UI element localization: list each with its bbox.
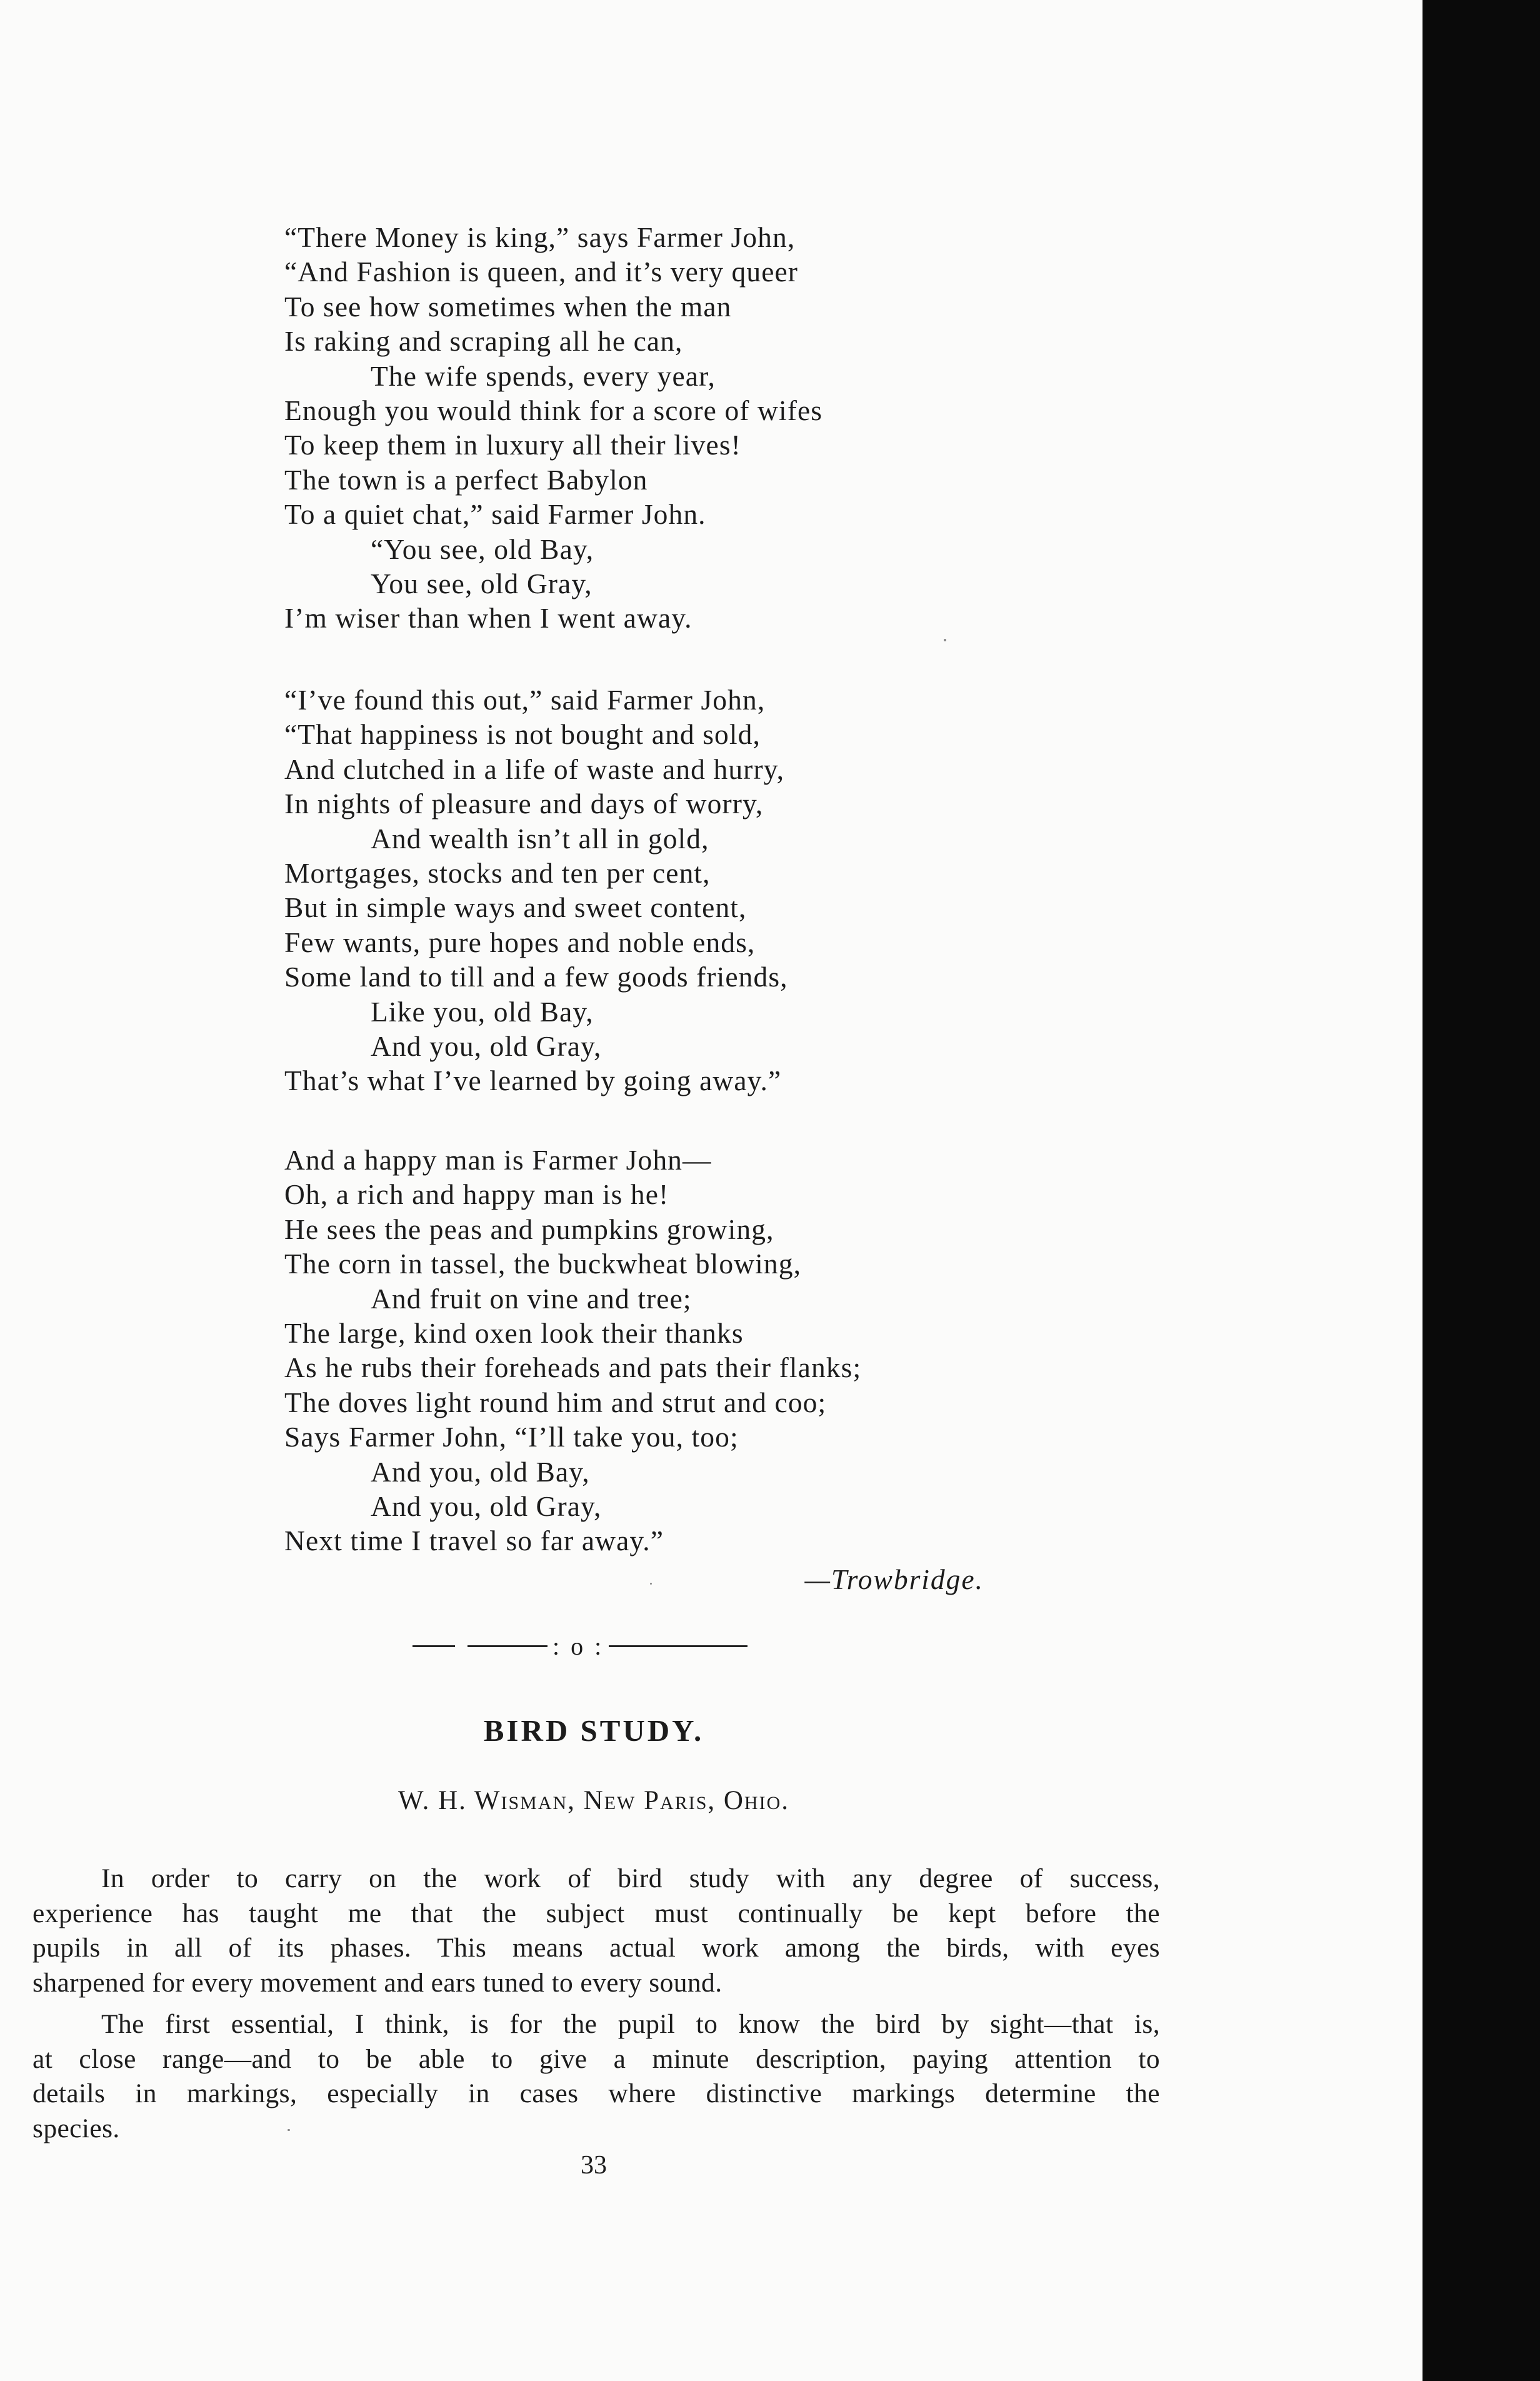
poem-line: “I’ve found this out,” said Farmer John, <box>284 684 766 716</box>
poem-line: Is raking and scraping all he can, <box>284 325 683 358</box>
article-paragraph-2 <box>32 2007 1160 2146</box>
poem-line: Oh, a rich and happy man is he! <box>284 1178 669 1211</box>
paragraph-line: In order to carry on the work of bird study with any degree of success, <box>101 1863 1160 1893</box>
poem-line: “And Fashion is queen, and it’s very queer <box>284 256 799 288</box>
poem-line: And wealth isn’t all in gold, <box>371 822 709 855</box>
poem-line: Says Farmer John, “I’ll take you, too; <box>284 1421 739 1453</box>
poem-stanza-3 <box>284 1143 1109 1558</box>
poem-line: Enough you would think for a score of wifes <box>284 394 823 426</box>
article-title: BIRD STUDY. <box>483 1713 704 1748</box>
poem-line: And you, old Gray, <box>371 1030 602 1062</box>
article-paragraph-1 <box>32 1862 1160 2000</box>
poem-line: The large, kind oxen look their thanks <box>284 1316 744 1349</box>
paragraph-line: at close range—and to be able to give a minute description, paying attention to <box>32 2043 1160 2074</box>
article-byline: W. H. Wisman, New Paris, Ohio. <box>398 1786 789 1815</box>
paragraph-line: species. <box>32 2113 120 2143</box>
poem-line: “There Money is king,” says Farmer John, <box>284 221 796 253</box>
poem-line: To a quiet chat,” said Farmer John. <box>284 498 706 531</box>
poem-line: The corn in tassel, the buckwheat blowing, <box>284 1248 802 1280</box>
poem-line: He sees the peas and pumpkins growing, <box>284 1213 774 1245</box>
paragraph-line: pupils in all of its phases. This means actual work among the birds, with eyes <box>32 1933 1160 1963</box>
poem-line: Mortgages, stocks and ten per cent, <box>284 856 711 889</box>
divider-rule <box>609 1645 748 1647</box>
poem-line: As he rubs their foreheads and pats their flanks; <box>284 1351 862 1384</box>
poem-line: “You see, old Bay, <box>371 533 594 565</box>
poem-stanza-1 <box>284 220 1109 636</box>
poem-line: The doves light round him and strut and coo; <box>284 1386 827 1418</box>
ink-speck <box>944 639 946 641</box>
paragraph-line: The first essential, I think, is for the pupil to know the bird by sight—that is, <box>101 2009 1160 2039</box>
poem-line: “That happiness is not bought and sold, <box>284 718 761 751</box>
scan-edge <box>1422 0 1540 2381</box>
ink-speck <box>650 1583 652 1585</box>
section-divider <box>412 1630 769 1662</box>
poem-line: And you, old Bay, <box>371 1455 590 1488</box>
paragraph-line: experience has taught me that the subject must continually be kept before the <box>32 1898 1160 1928</box>
poem-line: Next time I travel so far away.” <box>284 1525 664 1557</box>
poem-line: To keep them in luxury all their lives! <box>284 429 741 461</box>
divider-rule <box>468 1645 548 1647</box>
poem-line: You see, old Gray, <box>371 567 592 599</box>
poem-line: And fruit on vine and tree; <box>371 1282 692 1315</box>
poem-line: To see how sometimes when the man <box>284 290 732 323</box>
poem-attribution: —Trowbridge. <box>804 1563 984 1595</box>
divider-rule <box>412 1645 455 1647</box>
page-number: 33 <box>581 2151 607 2180</box>
poem-line: Like you, old Bay, <box>371 995 594 1028</box>
poem-line: Some land to till and a few goods friends, <box>284 961 788 993</box>
paragraph-line: details in markings, especially in cases where distinctive markings determine the <box>32 2078 1160 2108</box>
ink-speck <box>288 2129 290 2131</box>
poem-line: The town is a perfect Babylon <box>284 463 648 496</box>
poem-stanza-2 <box>284 683 1109 1098</box>
poem-line: That’s what I’ve learned by going away.” <box>284 1065 782 1097</box>
divider-mark: : o : <box>552 1632 604 1660</box>
poem-line: And a happy man is Farmer John— <box>284 1144 712 1176</box>
poem-line: The wife spends, every year, <box>371 359 716 392</box>
poem-line: But in simple ways and sweet content, <box>284 891 747 924</box>
poem-line: I’m wiser than when I went away. <box>284 602 692 634</box>
poem-line: Few wants, pure hopes and noble ends, <box>284 926 756 958</box>
poem-line: And you, old Gray, <box>371 1490 602 1522</box>
poem-line: And clutched in a life of waste and hurry, <box>284 753 785 785</box>
paragraph-line: sharpened for every movement and ears tuned to every sound. <box>32 1967 722 1998</box>
poem-line: In nights of pleasure and days of worry, <box>284 788 764 820</box>
